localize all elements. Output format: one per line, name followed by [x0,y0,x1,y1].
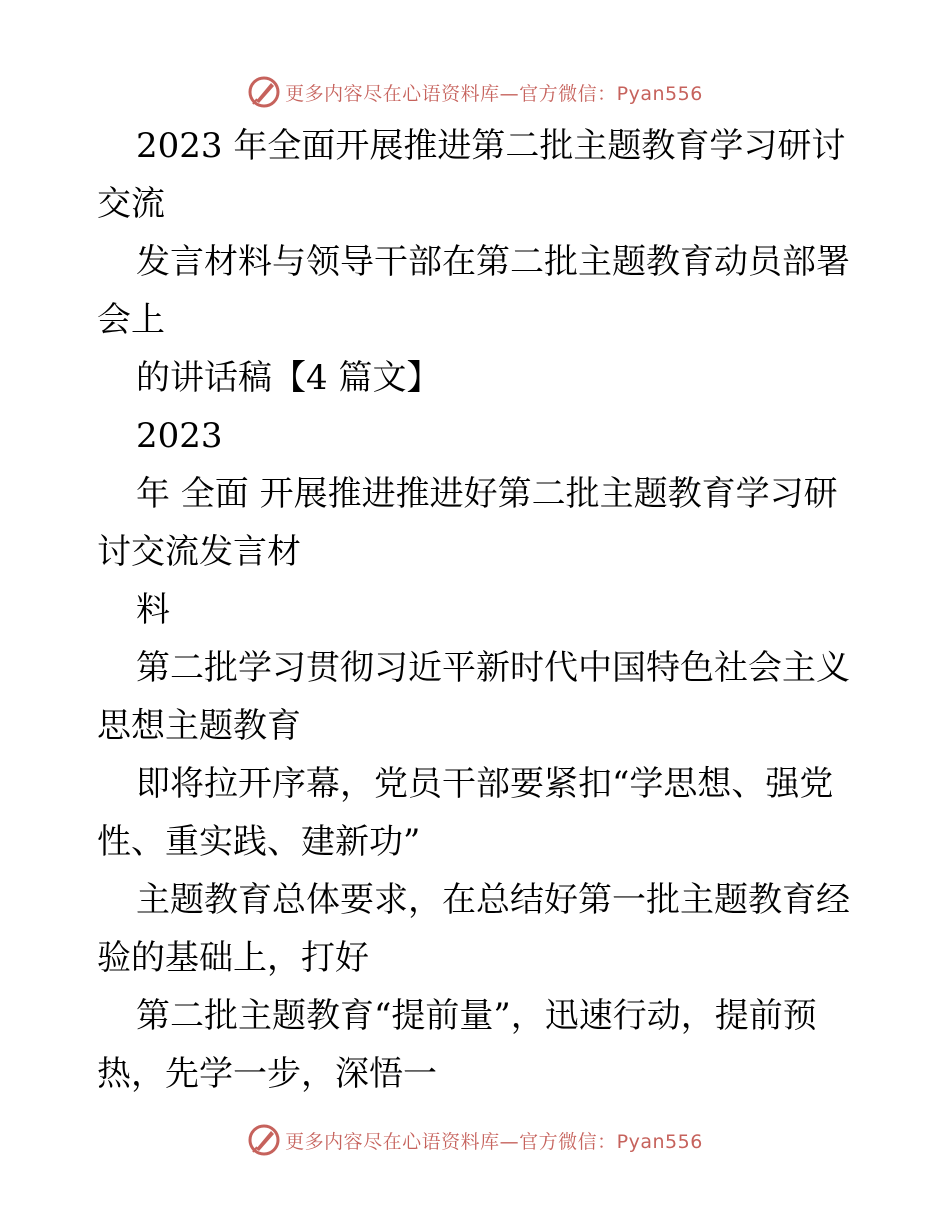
paragraph: 第二批主题教育“提前量”，迅速行动，提前预热，先学一步，深悟一 [97,996,817,1094]
paragraph: 第二批学习贯彻习近平新时代中国特色社会主义思想主题教育 [97,648,850,746]
document-body [97,117,853,1103]
paragraph: 即将拉开序幕，党员干部要紧扣“学思想、强党性、重实践、建新功” [97,764,834,862]
paragraph: 主题教育总体要求，在总结好第一批主题教育经验的基础上，打好 [97,880,850,978]
paragraph: 2023 年全面开展推进第二批主题教育学习研讨交流 [97,126,846,224]
quill-logo-icon [247,75,281,109]
paragraph: 2023 [136,416,223,456]
footer-watermark [0,1120,950,1160]
paragraph: 发言材料与领导干部在第二批主题教育动员部署会上 [97,242,850,340]
watermark-text: 更多内容尽在心语资料库—官方微信：Pyan556 [285,82,703,105]
paragraph: 的讲话稿【4 篇文】 [136,358,441,398]
paragraph: 年 全面 开展推进推进好第二批主题教育学习研讨交流发言材 [97,474,838,572]
watermark-text: 更多内容尽在心语资料库—官方微信：Pyan556 [285,1130,703,1153]
paragraph: 料 [136,590,170,630]
quill-logo-icon [247,1123,281,1157]
header-watermark [0,72,950,112]
